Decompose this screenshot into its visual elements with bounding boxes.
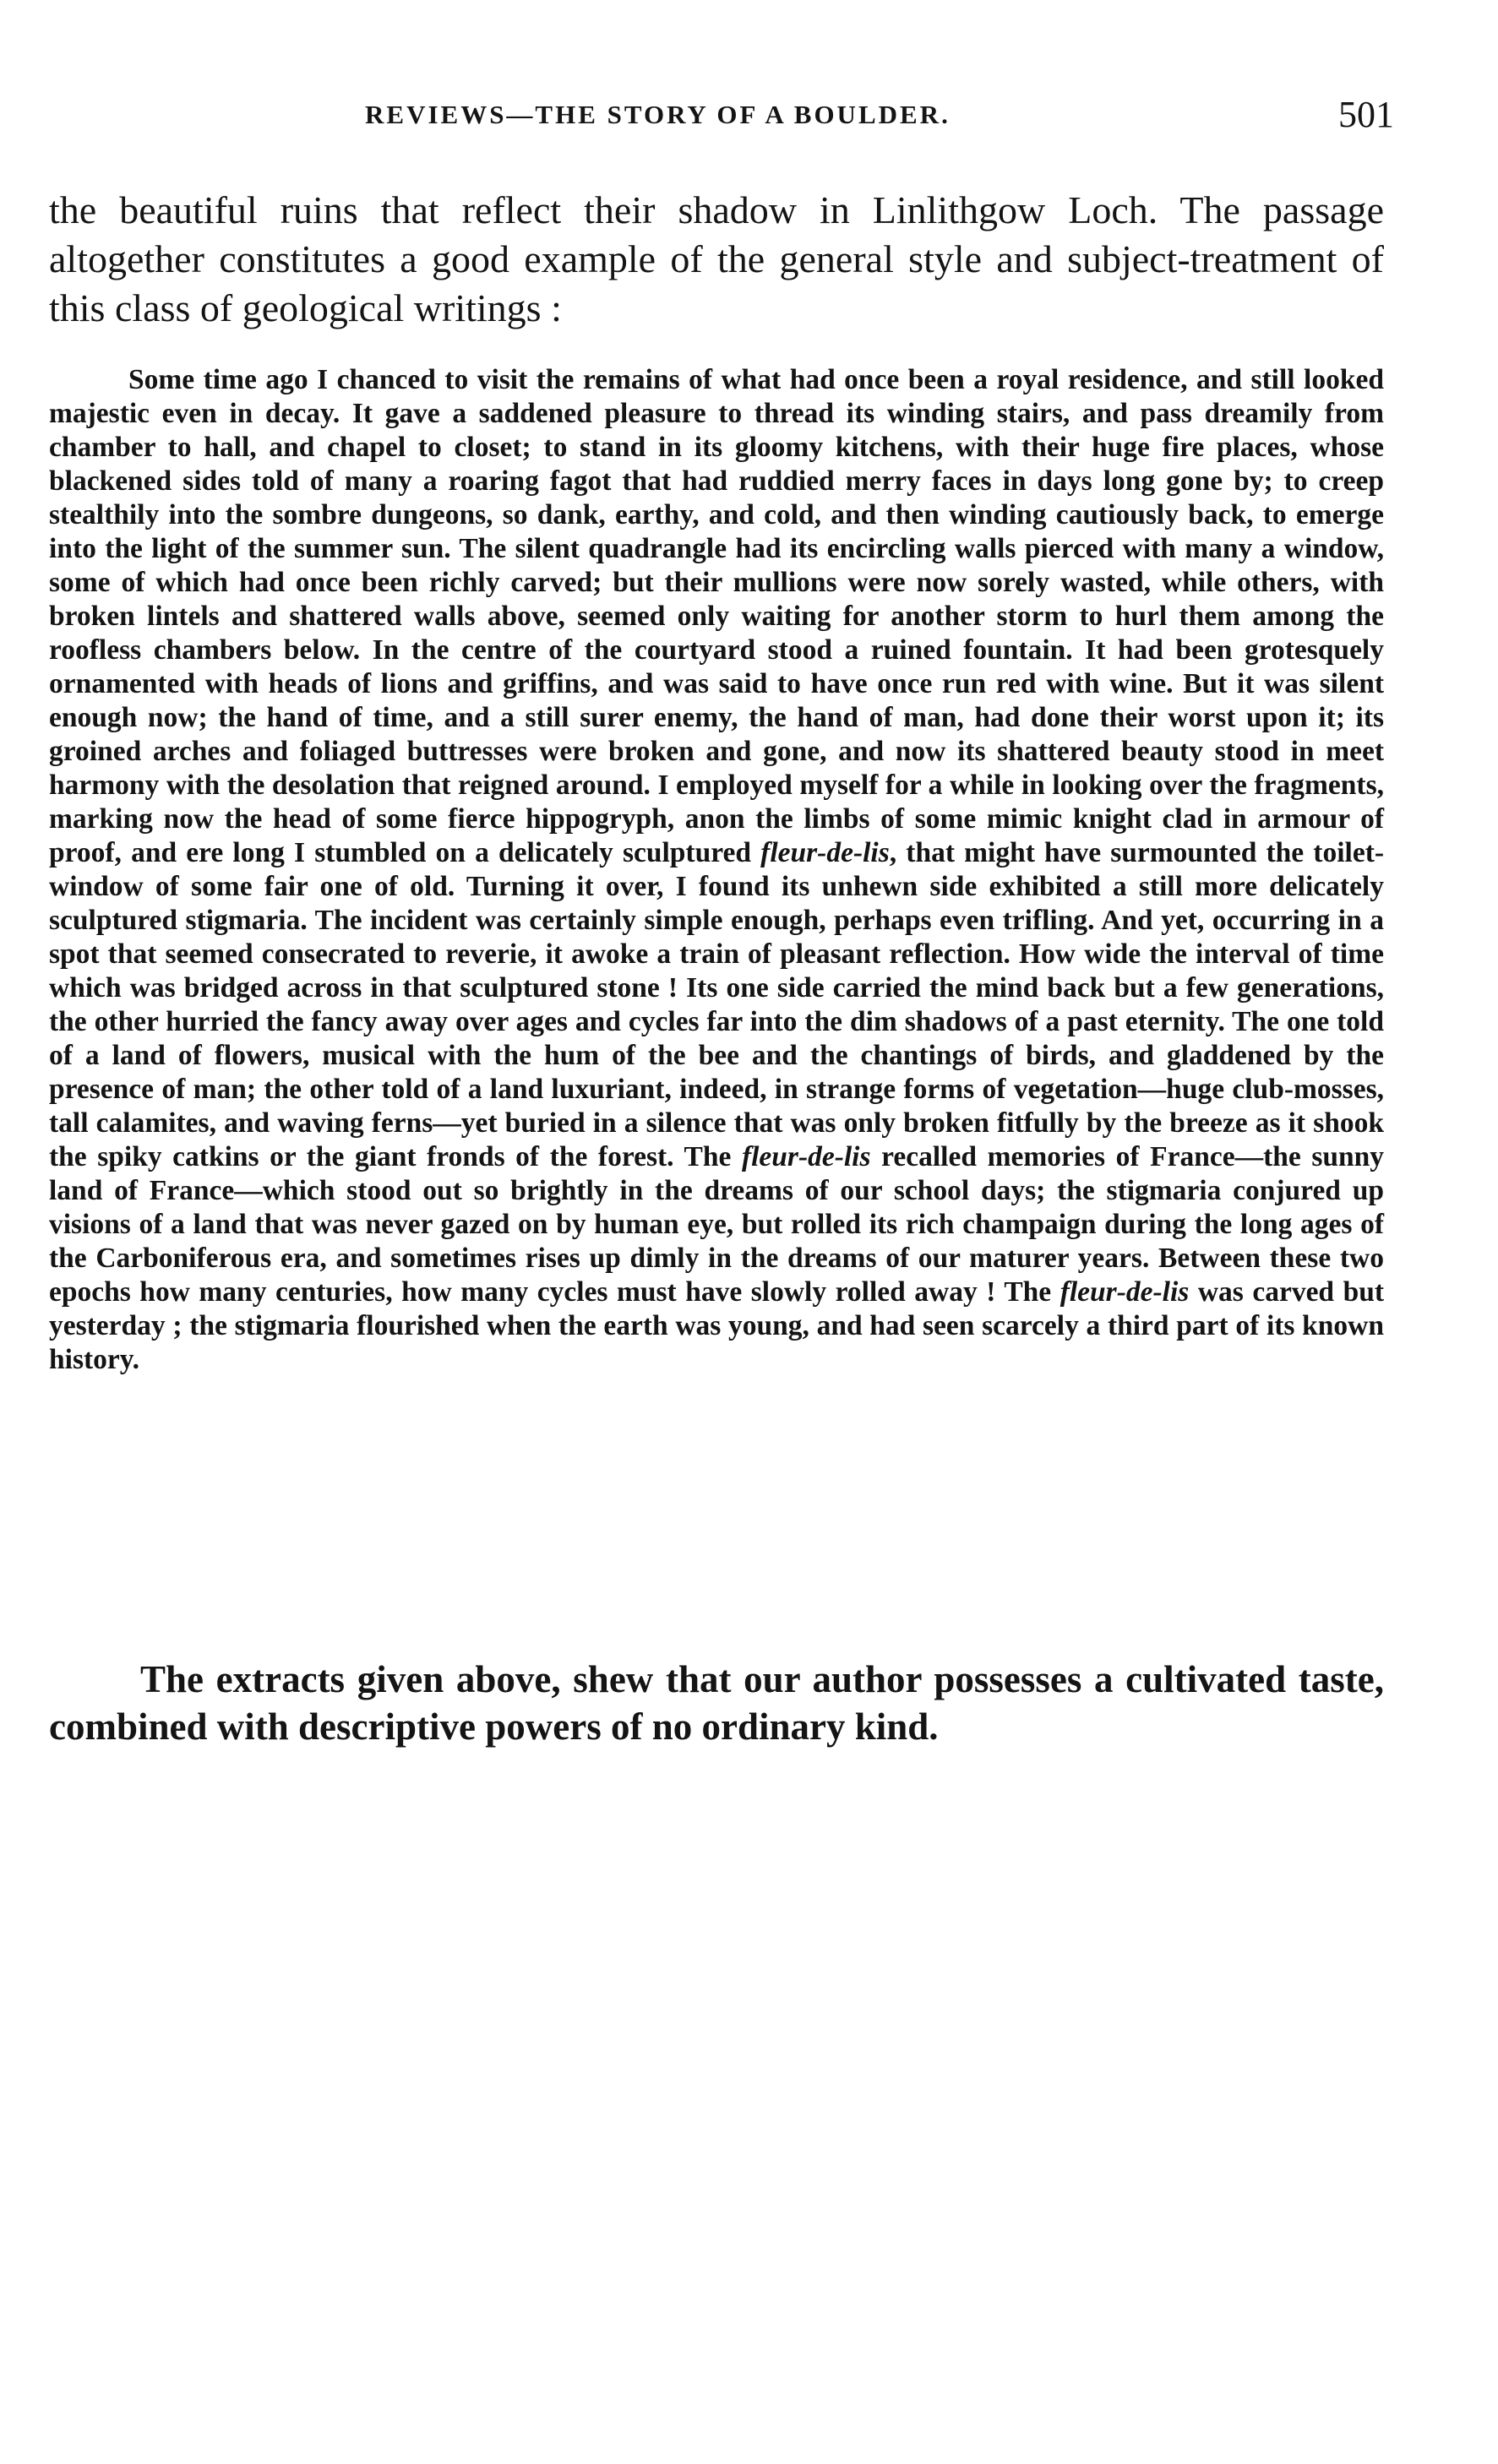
closing-paragraph: The extracts given above, shew that our author possesses a cultivated taste, combined with descriptive powers of no ordinary kind. [49, 1658, 1384, 1748]
extract-italic-3: fleur-de-lis [1059, 1276, 1190, 1308]
extract-text-4: was carved but yesterday ; the stigmaria flourished when the earth was young, and had seen scarcely a third part of its known history. [49, 1276, 1385, 1375]
lead-paragraph: the beautiful ruins that reflect their shadow in Linlithgow Loch. The passage altogether constitutes a good example of the general style and subject-treatment of this class of geological writings : [49, 188, 1384, 329]
quoted-extract [49, 363, 1384, 1377]
running-title: REVIEWS—THE STORY OF A BOULDER. [365, 100, 951, 129]
page-number: 501 [1338, 94, 1394, 135]
running-head [127, 94, 1394, 137]
extract-text-2: , that might have surmounted the toilet-window of some fair one of old. Turning it over, I found its unhewn side exhibited a still more delicately sculptured stigmaria. The incident was certainly simple enough, perhaps even trifling. And yet, occurring in a spot that seemed consecrated to reverie, it awoke a train of pleasant reflection. How wide the interval of time which was bridged across in that sculptured stone ! Its one side carried the mind back but a few generations, the other hurried the fancy away over ages and cycles far into the dim shadows of a past eternity. The one told of a land of flowers, musical with the hum of the bee and the chantings of birds, and gladdened by the presence of man; the other told of a land luxuriant, indeed, in strange forms of vegetation—huge club-mosses, tall calamites, and waving ferns—yet buried in a silence that was only broken fitfully by the breeze as it shook the spiky catkins or the giant fronds of the forest. The [49, 837, 1385, 1172]
extract-text-1: Some time ago I chanced to visit the remains of what had once been a royal residence, and still looked majestic even in decay. It gave a saddened pleasure to thread its winding stairs, and pass dreamily from chamber to hall, and chapel to closet; to stand in its gloomy kitchens, with their huge fire places, whose blackened sides told of many a roaring fagot that had ruddied merry faces in days long gone by; to creep stealthily into the sombre dungeons, so dank, earthy, and cold, and then winding cautiously back, to emerge into the light of the summer sun. The silent quadrangle had its encircling walls pierced with many a window, some of which had once been richly carved; but their mullions were now sorely wasted, while others, with broken lintels and shattered walls above, seemed only waiting for another storm to hurl them among the roofless chambers below. In the centre of the courtyard stood a ruined fountain. It had been grotesquely ornamented with heads of lions and griffins, and was said to have once run red with wine. But it was silent enough now; the hand of time, and a still surer enemy, the hand of man, had done their worst upon it; its groined arches and foliaged buttresses were broken and gone, and now its shattered beauty stood in meet harmony with the desolation that reigned around. I employed myself for a while in looking over the fragments, marking now the head of some fierce hippogryph, anon the limbs of some mimic knight clad in armour of proof, and ere long I stumbled on a delicately sculptured [49, 364, 1384, 868]
extract-italic-2: fleur-de-lis [741, 1141, 871, 1172]
extract-text-3: recalled memories of France—the sunny land of France—which stood out so brightly in the dreams of our school days; the stigmaria conjured up visions of a land that was never gazed on by human eye, but rolled its rich champaign during the long ages of the Carboniferous era, and sometimes rises up dimly in the dreams of our maturer years. Between these two epochs how many centuries, how many cycles must have slowly rolled away ! The [49, 1141, 1385, 1308]
extract-italic-1: fleur-de-lis [760, 837, 890, 868]
